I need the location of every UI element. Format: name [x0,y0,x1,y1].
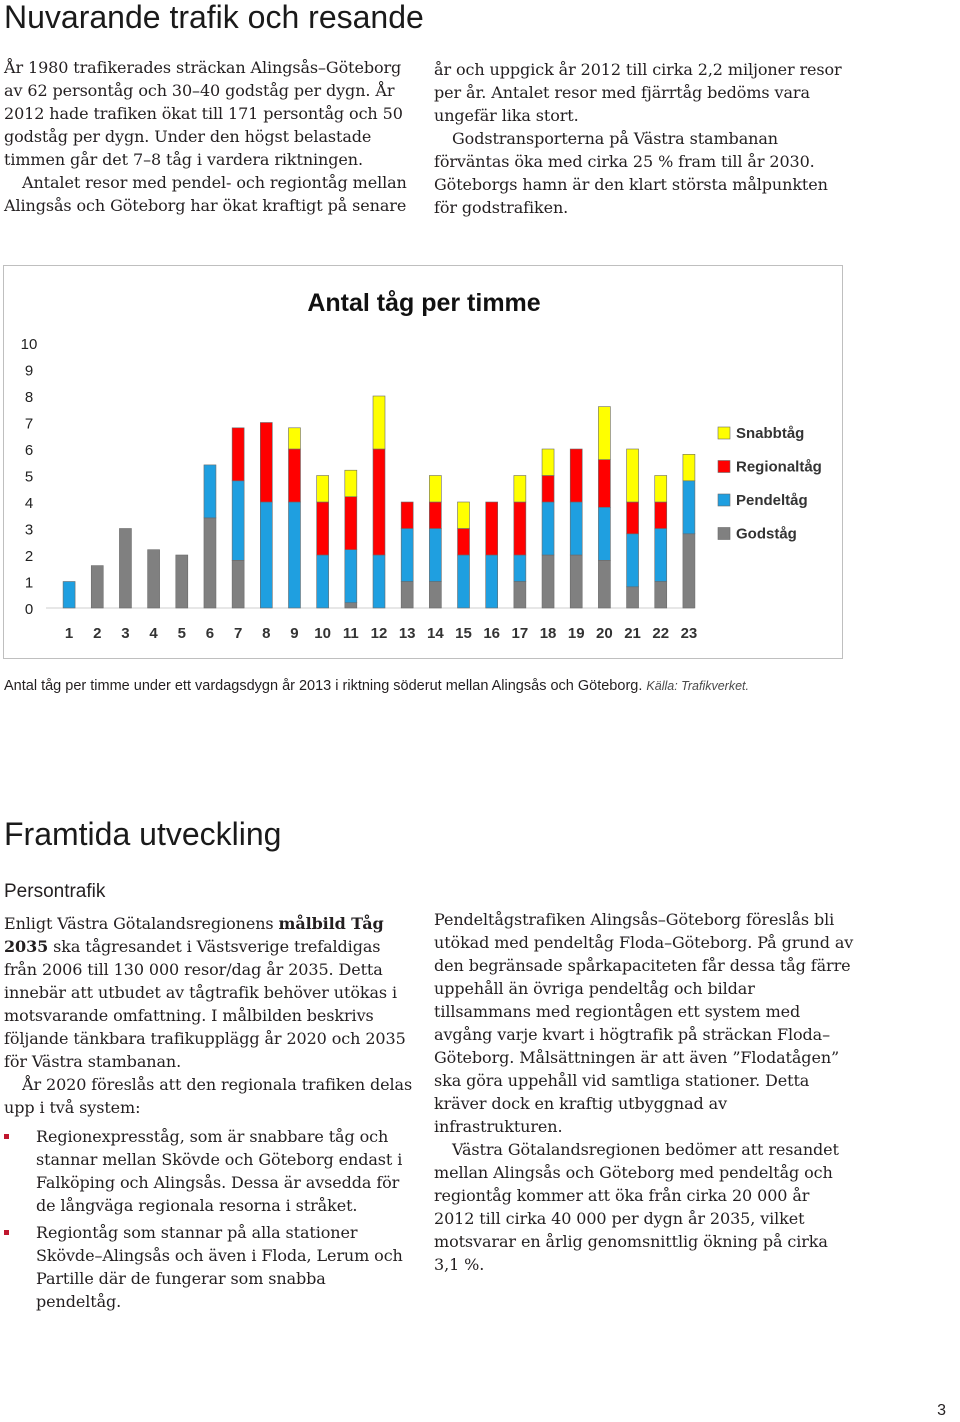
y-tick-label: 3 [24,521,34,539]
x-tick-label: 6 [205,625,215,642]
figure-caption [4,676,904,696]
paragraph: Västra Götalandsregionen bedömer att resandet mellan Alingsås och Göteborg med pendeltåg och regiontåg kommer att öka från cirka 20 000 år 2012 till cirka 40 000 per dygn år 2035, vilket motsvarar en årlig genomsnittlig ökning på cirka 3,1 %. [434,1140,839,1274]
section-heading-current: Nuvarande trafik och resande [4,0,424,35]
bullet-list [4,1125,414,1313]
paragraph: År 1980 trafikerades sträckan Alingsås–Göteborg av 62 persontåg och 30–40 godståg per dygn. År 2012 hade trafiken ökat till 171 persontåg och 50 godståg per dygn. Under den högst belastade timmen går det 7–8 tåg i vardera riktningen. [4,58,403,169]
y-axis-ticks [21,336,38,618]
bar-segment-regionaltåg [345,497,357,550]
bar-segment-regionaltåg [458,529,470,556]
bold-term: målbild Tåg 2035 [4,914,384,956]
bar-segment-pendeltåg [627,534,639,587]
bar-segment-godståg [598,560,610,608]
bar-segment-godståg [91,566,103,608]
page-number: 3 [937,1402,946,1419]
bar-segment-snabbtåg [345,470,357,497]
bar-segment-godståg [655,582,667,609]
legend-swatch-icon [718,461,730,473]
bar-segment-snabbtåg [373,396,385,449]
bar-chart [4,266,842,658]
y-tick-label: 0 [24,601,34,618]
legend-label: Regionaltåg [736,458,822,476]
legend-swatch-icon [718,494,730,506]
bar-segment-godståg [683,534,695,608]
x-tick-label: 8 [262,625,271,642]
bar-segment-godståg [542,555,554,608]
legend-swatch-icon [718,528,730,540]
x-tick-label: 1 [64,625,74,642]
y-tick-label: 10 [20,336,38,353]
bar-segment-pendeltåg [317,555,329,608]
y-tick-label: 1 [24,574,34,592]
x-tick-label: 12 [370,625,388,642]
bar-segment-godståg [232,560,244,608]
chart-title: Antal tåg per timme [307,289,541,317]
bar-segment-snabbtåg [683,454,695,481]
x-tick-label: 10 [314,625,331,642]
bar-segment-snabbtåg [317,476,329,503]
bar-segment-godståg [204,518,216,608]
bar-segment-pendeltåg [260,502,272,608]
bar-segment-snabbtåg [429,476,441,503]
x-tick-label: 4 [149,625,158,642]
x-tick-label: 17 [511,625,529,642]
bar-segment-godståg [176,555,188,608]
paragraph: år och uppgick år 2012 till cirka 2,2 miljoner resor per år. Antalet resor med fjärrtåg bedöms vara ungefär lika stort. [434,60,842,125]
bullet-marker-icon [4,1230,9,1235]
chart-figure [3,265,843,659]
x-tick-label: 15 [455,625,472,642]
section-heading-future: Framtida utveckling [4,816,282,852]
bar-segment-godståg [570,555,582,608]
y-tick-label: 2 [24,548,34,565]
bar-segment-pendeltåg [683,481,695,534]
x-tick-label: 2 [93,625,102,642]
bar-segment-regionaltåg [232,428,244,481]
bar-segment-regionaltåg [260,423,272,503]
chart-legend [718,425,822,543]
bar-segment-snabbtåg [598,407,610,460]
x-tick-label: 11 [342,625,359,642]
text-column-left-top [4,56,414,217]
caption-text: Antal tåg per timme under ett vardagsdygn år 2013 i riktning söderut mellan Alingsås och Göteborg. [4,678,643,694]
bullet-text: Regiontåg som stannar på alla stationer Skövde–Alingsås och även i Floda, Lerum och Partille där de fungerar som snabba pendeltåg. [36,1223,403,1311]
bar-segment-snabbtåg [627,449,639,502]
bar-segment-regionaltåg [429,502,441,529]
x-tick-label: 5 [177,625,186,642]
x-tick-label: 19 [567,625,585,642]
text-column-left-bottom [4,912,414,1317]
bar-segment-regionaltåg [627,502,639,534]
y-tick-label: 5 [24,468,34,486]
y-tick-label: 7 [24,415,34,433]
bar-segment-godståg [148,550,160,608]
x-tick-label: 16 [483,625,501,642]
paragraph: Godstransporterna på Västra stambanan förväntas öka med cirka 25 % fram till år 2030. Göteborgs hamn är den klart största målpunkten för godstrafiken. [434,129,828,217]
bar-segment-pendeltåg [373,555,385,608]
x-tick-label: 14 [427,625,444,642]
bar-segment-pendeltåg [204,465,216,518]
bar-segment-godståg [627,587,639,608]
bar-segment-pendeltåg [288,502,300,608]
legend-label: Godståg [736,525,797,543]
paragraph: Pendeltågstrafiken Alingsås–Göteborg föreslås bli utökad med pendeltåg Floda–Göteborg. På grund av den begränsade spårkapaciteten får dessa tåg färre uppehåll än övriga pendeltåg och bildar tillsammans med regiontågen ett system med avgång varje kvart i högtrafik på sträckan Floda–Göteborg. Målsättningen är att även ”Flodatågen” ska göra uppehåll vid samtliga stationer. Detta kräver dock en kraftig utbyggnad av infrastrukturen. [434,910,854,1136]
bullet-item [4,1221,414,1313]
legend-label: Snabbtåg [736,425,805,442]
bar-segment-pendeltåg [655,529,667,582]
bar-segment-snabbtåg [458,502,470,529]
bar-segment-pendeltåg [63,582,75,609]
bar-segment-regionaltåg [655,502,667,529]
bar-segment-regionaltåg [317,502,329,555]
bar-segment-godståg [514,582,526,609]
text-column-right-bottom [434,908,854,1276]
bar-segment-regionaltåg [288,449,300,502]
x-tick-label: 13 [398,625,416,642]
bar-segment-snabbtåg [655,476,667,503]
x-tick-label: 20 [596,625,613,642]
subheading-persontrafik: Persontrafik [4,881,106,902]
paragraph: Antalet resor med pendel- och regiontåg mellan Alingsås och Göteborg har ökat kraftigt på senare [4,173,407,215]
bar-segment-regionaltåg [514,502,526,555]
y-tick-label: 8 [24,389,34,406]
bar-segment-godståg [345,603,357,608]
x-tick-label: 9 [290,625,299,642]
bar-segment-godståg [429,582,441,609]
y-tick-label: 4 [24,495,34,512]
bar-segment-pendeltåg [598,507,610,560]
bar-segment-snabbtåg [288,428,300,449]
bar-segment-regionaltåg [486,502,498,555]
x-tick-label: 23 [680,625,698,642]
legend-swatch-icon [718,427,730,439]
legend-label: Pendeltåg [736,492,808,509]
x-tick-label: 21 [624,625,641,642]
caption-source: Källa: Trafikverket. [646,679,749,693]
text-column-right-top [434,58,854,219]
x-tick-label: 3 [121,625,130,642]
paragraph [4,912,414,1073]
bar-segment-snabbtåg [542,449,554,476]
x-tick-label: 7 [233,625,243,642]
bullet-text: Regionexpresståg, som är snabbare tåg och stannar mellan Skövde och Göteborg endast i Falköping och Alingsås. Dessa är avsedda för de långväga regionala resorna i stråket. [36,1127,403,1215]
bar-segment-pendeltåg [232,481,244,561]
paragraph: År 2020 föreslås att den regionala trafiken delas upp i två system: [4,1075,413,1117]
bar-segment-godståg [119,529,131,609]
y-tick-label: 9 [24,362,34,380]
bar-segment-pendeltåg [514,555,526,582]
bar-segment-regionaltåg [598,460,610,508]
bar-segment-pendeltåg [345,550,357,603]
bar-segments [63,396,695,608]
bar-segment-regionaltåg [373,449,385,555]
bar-segment-pendeltåg [570,502,582,555]
bar-segment-godståg [401,582,413,609]
bar-segment-snabbtåg [514,476,526,503]
x-tick-label: 18 [539,625,557,642]
bar-segment-pendeltåg [429,529,441,582]
bar-segment-regionaltåg [401,502,413,529]
bar-segment-pendeltåg [542,502,554,555]
bar-segment-pendeltåg [486,555,498,608]
x-tick-label: 22 [652,625,670,642]
x-axis-ticks [65,625,697,642]
text-run: Enligt Västra Götalandsregionens [4,914,279,933]
bullet-item [4,1125,414,1217]
bar-segment-pendeltåg [401,529,413,582]
bar-segment-regionaltåg [570,449,582,502]
bullet-marker-icon [4,1134,9,1139]
bar-segment-regionaltåg [542,476,554,503]
y-tick-label: 6 [24,442,34,459]
text-run: ska tågresandet i Västsverige trefaldigas från 2006 till 130 000 resor/dag år 2035. Detta innebär att utbudet av tågtrafik behöver utökas i motsvarande omfattning. I målbilden beskrivs följande tänkbara trafikupplägg år 2020 och 2035 för Västra stambanan. [4,937,406,1071]
bar-segment-pendeltåg [458,555,470,608]
